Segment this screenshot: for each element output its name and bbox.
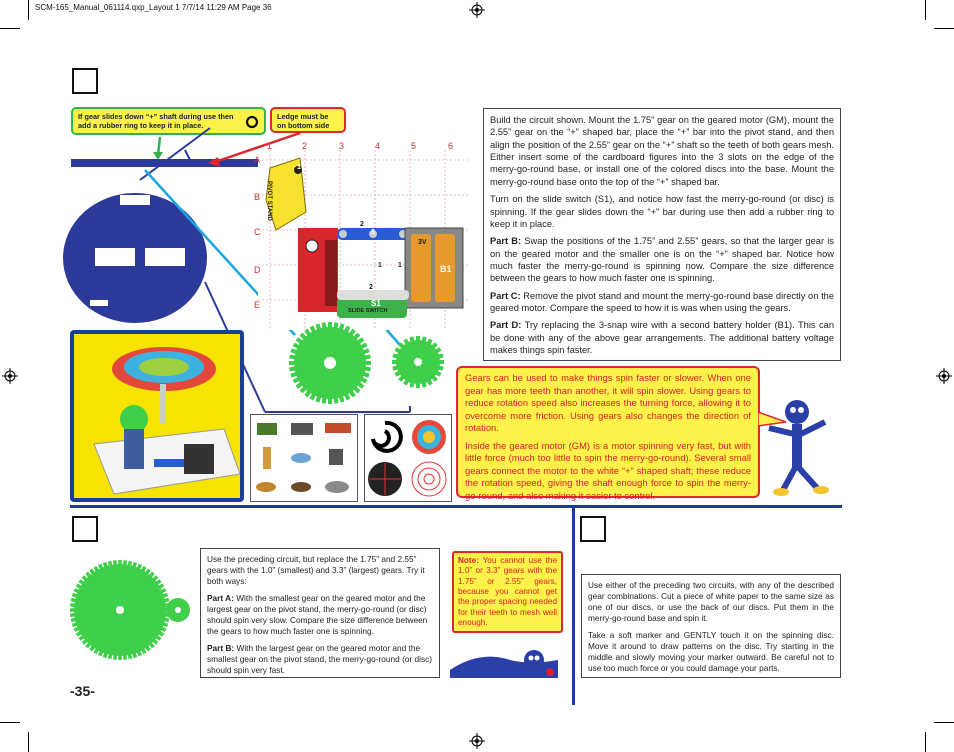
registration-mark-icon: [469, 2, 485, 18]
grid-column-label: 4: [375, 141, 381, 151]
project-number-box: [72, 68, 98, 94]
main-instructions: [483, 108, 841, 361]
instructions-part-d: [490, 319, 834, 356]
gear-slide-callout-text: If gear slides down “+” shaft during use then add a rubber ring to keep it in place.: [78, 112, 234, 131]
s1-label: S1: [371, 299, 381, 308]
photo-illustration: [74, 334, 240, 498]
part-label: Part C:: [490, 290, 521, 301]
figure-cards-illustration: [251, 415, 357, 501]
part-label: Part B:: [490, 236, 522, 247]
snap-label: 1: [378, 262, 382, 269]
grid-row-label: C: [254, 227, 261, 237]
part-text: With the largest gear on the geared motor and the smallest gear on the pivot stand, the merry-go-round (or disc) should spin very fast.: [207, 643, 433, 676]
part-text: Swap the positions of the 1.75” and 2.55” gears, so that the larger gear is on the geared motor and the smaller one is on the “+” shaped bar. Notice how much faster the merry-go-round is spinning now. Compare the size difference between the gears to how much faster one is spinning.: [490, 236, 834, 284]
circuit-components: [260, 150, 470, 330]
snap-label: 2: [369, 284, 373, 291]
crop-mark: [934, 28, 954, 29]
crop-mark: [934, 722, 954, 723]
gear-large-icon: [280, 318, 380, 408]
grid-column-label: 1: [267, 141, 273, 151]
gear-small-icon: [385, 336, 451, 388]
note-label: Note:: [458, 556, 479, 565]
instructions-part-c: [490, 290, 834, 315]
crop-mark: [0, 28, 20, 29]
figure-cards: [250, 414, 358, 502]
registration-mark-icon: [936, 368, 952, 384]
part-label: Part B:: [207, 643, 235, 654]
grid-column-label: 6: [448, 141, 454, 151]
slide-switch-label: SLIDE SWITCH: [348, 308, 388, 314]
section-b-part-b: [207, 643, 433, 676]
section-c-paragraph: Use either of the preceding two circuits, with any of the described gear combinations. Cut a piece of white paper to the same size as one of our discs, or use the back of our discs. Put them in the merry-go-round base and spin it.: [588, 580, 834, 624]
grid-row-label: D: [254, 265, 261, 275]
gear-info-box: [456, 366, 760, 501]
merry-go-round-photo: [70, 330, 244, 502]
section-c-paragraph: Take a soft marker and GENTLY touch it on the spinning disc. Move it around to draw patterns on the disc. Try starting in the middle and slowly moving your marker outward. Be careful not to use too much force or you could damage your parts.: [588, 630, 834, 674]
note-text: You cannot use the 1.0” or 3.3” gears with the 1.75” or 2.55” gears, because you cannot get the proper spacing needed for their teeth to mesh well enough.: [458, 556, 557, 627]
section-divider: [70, 505, 842, 508]
snap-label: 2: [360, 221, 364, 228]
color-discs: [364, 414, 452, 502]
snap-label: 3: [371, 229, 375, 236]
crop-mark: [925, 732, 926, 752]
gear-info-paragraph: Inside the geared motor (GM) is a motor spinning very fast, but with little force (much too little to spin the merry-go-round). Several small gears connect the motor to the white “+” shaped shaft; these reduce the rotation speed, giving the shaft enough force to spin the merry-go-round, and also making it easier to control.: [465, 439, 751, 501]
color-discs-illustration: [365, 415, 451, 501]
b1-label: B1: [440, 264, 452, 274]
ledge-callout-text: Ledge must be on bottom side: [277, 112, 330, 131]
crop-mark: [925, 0, 926, 20]
grid-column-label: 3: [339, 141, 345, 151]
grid-row-label: B: [254, 192, 261, 202]
instructions-part-b: [490, 235, 834, 284]
gear-info-paragraph: Gears can be used to make things spin faster or slower. When one gear has more teeth than another, it will spin slower. Using gears to reduce rotation speed also increases the turning force, allowing it to overcome more friction. Using gears also changes the direction of rotation.: [465, 372, 751, 433]
column-divider: [572, 505, 575, 705]
instructions-paragraph: Build the circuit shown. Mount the 1.75” gear on the geared motor (GM), mount the 2.55” gear on the “+” shaped bar, place the “+” bar into the pivot stand, and then align the position of the 2.55” gear on the “+” shaft so the teeth of both gears mesh. Either insert some of the cardboard figures into the 3 slots on the edge of the merry-go-round base, or install one of the colored discs into the base. Mount the merry-go-round base onto the top of the “+” shaped bar.: [490, 115, 834, 187]
grid-row-label: A: [254, 155, 261, 165]
project-number-box: [580, 516, 606, 542]
registration-mark-icon: [469, 733, 485, 749]
registration-mark-icon: [2, 368, 18, 384]
note-box: [452, 551, 563, 633]
crop-mark: [0, 722, 20, 723]
section-b-part-a: [207, 593, 433, 637]
grid-row-label: E: [254, 300, 261, 310]
mascot-figure-icon: [765, 392, 843, 498]
voltage-label: 3V: [418, 239, 427, 246]
section-b-intro: Use the preceding circuit, but replace the 1.75” and 2.55” gears with the 1.0” (smallest) and 3.3” (largest) gears. Try it both ways:: [207, 554, 425, 587]
section-b-text: [200, 548, 440, 678]
instructions-paragraph: Turn on the slide switch (S1), and notice how fast the merry-go-round (or disc) is spinning. If the gear slides down the “+” bar during use then add a rubber ring to keep it in place.: [490, 194, 834, 229]
page-number: -35-: [70, 683, 95, 699]
part-text: Try replacing the 3-snap wire with a second battery holder (B1). This can be done with any of the above gear arrangements. The additional battery voltage makes things spin faster.: [490, 320, 835, 356]
part-label: Part A:: [207, 593, 234, 604]
section-c-text: [581, 574, 841, 678]
part-text: With the smallest gear on the geared motor and the largest gear on the pivot stand, the merry-go-round (or disc) should spin very slow. Compare the size difference between the gears to how much faster one is spinning.: [207, 593, 428, 637]
snap-label: 1: [398, 262, 402, 269]
grid-column-label: 5: [411, 141, 417, 151]
grid-column-label: 2: [302, 141, 308, 151]
pivot-stand-label: PIVOT STAND: [266, 181, 272, 221]
mascot-gears-icon: [450, 640, 560, 680]
part-label: Part D:: [490, 320, 522, 331]
gear-pair-icon: [68, 560, 193, 660]
part-text: Remove the pivot stand and mount the merry-go-round base directly on the geared motor. Compare the speed to how it is was when using the gears.: [490, 290, 834, 314]
crop-mark: [28, 0, 29, 20]
crop-mark: [28, 732, 29, 752]
print-slug: SCM-165_Manual_061114.qxp_Layout 1 7/7/14 11:29 AM Page 36: [35, 3, 272, 12]
snap-label: 1: [297, 164, 301, 171]
project-number-box: [72, 516, 98, 542]
